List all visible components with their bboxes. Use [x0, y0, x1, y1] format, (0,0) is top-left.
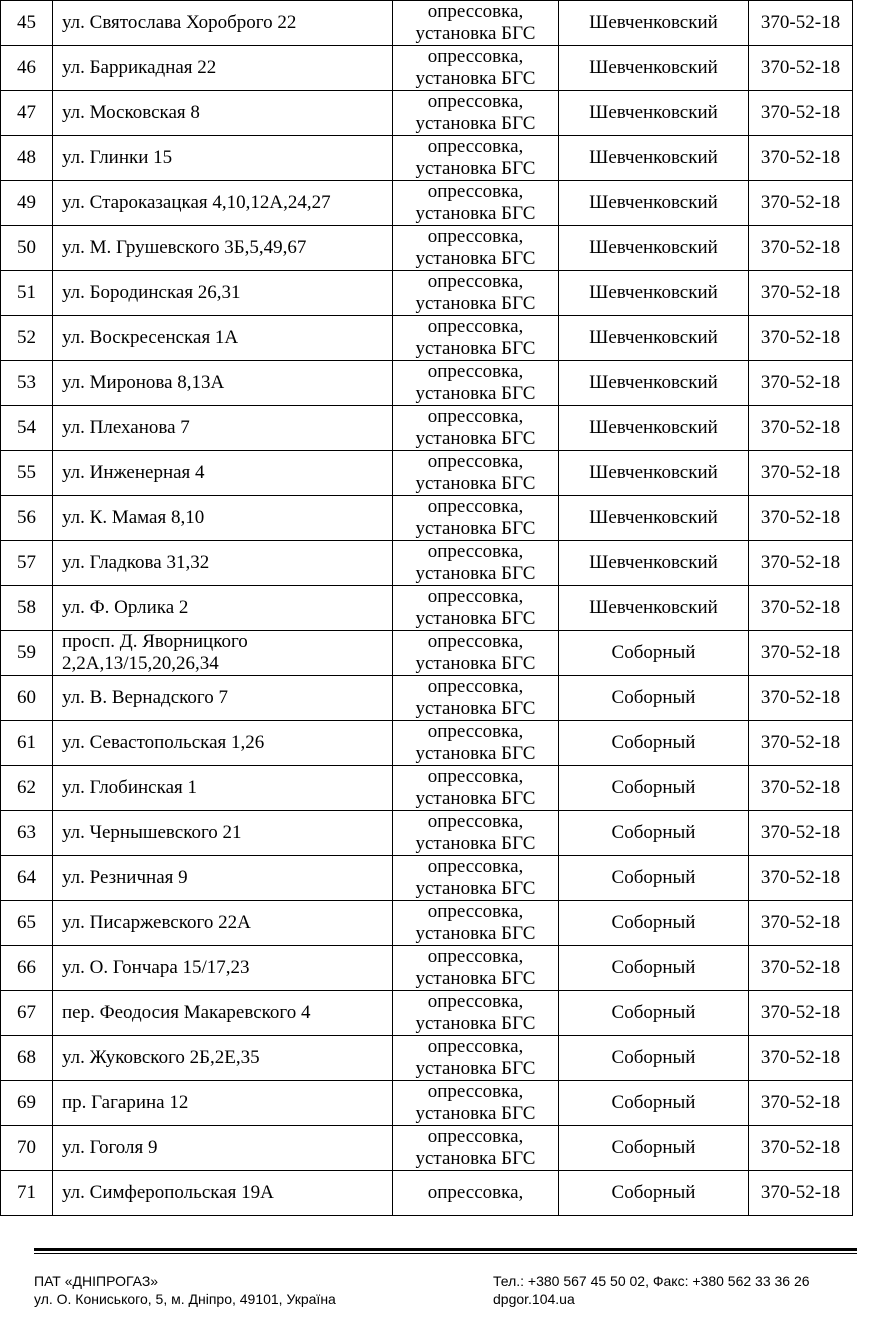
work-type-line: опрессовка,	[427, 226, 524, 247]
address-line: ул. Жуковского 2Б,2Е,35	[62, 1047, 260, 1068]
address-cell	[53, 181, 393, 226]
work-type-line: опрессовка,	[427, 496, 524, 517]
district-cell: Соборный	[559, 721, 749, 766]
phone-cell: 370-52-18	[749, 181, 853, 226]
table-row	[1, 406, 853, 451]
footer-postal-address: ул. О. Кониського, 5, м. Дніпро, 49101, Україна	[34, 1291, 336, 1307]
district-cell: Соборный	[559, 676, 749, 721]
work-type-line: установка БГС	[415, 878, 536, 899]
work-type-line: опрессовка,	[427, 721, 524, 742]
work-type-line: установка БГС	[415, 518, 536, 539]
address-cell	[53, 586, 393, 631]
row-number-cell: 49	[1, 181, 53, 226]
work-type-cell	[393, 1081, 559, 1126]
row-number-cell: 51	[1, 271, 53, 316]
phone-cell: 370-52-18	[749, 946, 853, 991]
district-cell: Шевченковский	[559, 586, 749, 631]
table-row	[1, 1081, 853, 1126]
work-type-cell	[393, 856, 559, 901]
address-cell	[53, 631, 393, 676]
footer-company-name: ПАТ «ДНІПРОГАЗ»	[34, 1273, 159, 1289]
table-row	[1, 1126, 853, 1171]
work-type-line: установка БГС	[415, 113, 536, 134]
phone-cell: 370-52-18	[749, 901, 853, 946]
work-type-cell	[393, 46, 559, 91]
phone-cell: 370-52-18	[749, 451, 853, 496]
address-cell	[53, 856, 393, 901]
work-type-line: установка БГС	[415, 788, 536, 809]
table-row	[1, 586, 853, 631]
phone-cell: 370-52-18	[749, 496, 853, 541]
address-line: пер. Феодосия Макаревского 4	[62, 1002, 311, 1023]
work-type-cell	[393, 316, 559, 361]
row-number-cell: 46	[1, 46, 53, 91]
address-line: ул. Плеханова 7	[62, 417, 190, 438]
address-line: просп. Д. Яворницкого	[62, 631, 248, 652]
row-number-cell: 65	[1, 901, 53, 946]
address-line: ул. Инженерная 4	[62, 462, 205, 483]
work-type-cell	[393, 586, 559, 631]
work-type-line: установка БГС	[415, 68, 536, 89]
work-type-line: установка БГС	[415, 563, 536, 584]
table-row	[1, 811, 853, 856]
work-type-line: установка БГС	[415, 1148, 536, 1169]
work-type-line: установка БГС	[415, 203, 536, 224]
table-row	[1, 496, 853, 541]
district-cell: Соборный	[559, 811, 749, 856]
address-line: ул. Гоголя 9	[62, 1137, 158, 1158]
address-cell	[53, 361, 393, 406]
address-cell	[53, 766, 393, 811]
row-number-cell: 62	[1, 766, 53, 811]
work-type-line: опрессовка,	[427, 901, 524, 922]
address-cell	[53, 496, 393, 541]
work-type-cell	[393, 361, 559, 406]
row-number-cell: 48	[1, 136, 53, 181]
address-cell	[53, 1081, 393, 1126]
table-row	[1, 676, 853, 721]
row-number-cell: 47	[1, 91, 53, 136]
work-type-line: опрессовка,	[427, 1081, 524, 1102]
phone-cell: 370-52-18	[749, 46, 853, 91]
address-line: ул. Чернышевского 21	[62, 822, 242, 843]
address-cell	[53, 1171, 393, 1216]
phone-cell: 370-52-18	[749, 721, 853, 766]
address-cell	[53, 271, 393, 316]
table-row	[1, 136, 853, 181]
address-cell	[53, 541, 393, 586]
work-type-line: опрессовка,	[427, 271, 524, 292]
row-number-cell: 45	[1, 1, 53, 46]
work-type-line: опрессовка,	[427, 1182, 524, 1203]
address-cell	[53, 226, 393, 271]
phone-cell: 370-52-18	[749, 136, 853, 181]
row-number-cell: 68	[1, 1036, 53, 1081]
work-type-cell	[393, 406, 559, 451]
district-cell: Соборный	[559, 1036, 749, 1081]
work-type-line: установка БГС	[415, 293, 536, 314]
work-type-line: опрессовка,	[427, 766, 524, 787]
address-line: ул. В. Вернадского 7	[62, 687, 228, 708]
work-type-cell	[393, 946, 559, 991]
phone-cell: 370-52-18	[749, 811, 853, 856]
address-line: ул. Ф. Орлика 2	[62, 597, 189, 618]
footer-divider-thin	[34, 1253, 857, 1254]
work-type-line: опрессовка,	[427, 811, 524, 832]
district-cell: Соборный	[559, 766, 749, 811]
address-line: ул. Староказацкая 4,10,12А,24,27	[62, 192, 331, 213]
district-cell: Шевченковский	[559, 136, 749, 181]
district-cell: Соборный	[559, 901, 749, 946]
address-line: ул. Севастопольская 1,26	[62, 732, 265, 753]
footer-contact-block	[493, 1272, 810, 1308]
work-type-line: опрессовка,	[427, 946, 524, 967]
row-number-cell: 70	[1, 1126, 53, 1171]
work-type-cell	[393, 766, 559, 811]
table-row	[1, 766, 853, 811]
phone-cell: 370-52-18	[749, 1171, 853, 1216]
work-type-line: опрессовка,	[427, 541, 524, 562]
row-number-cell: 71	[1, 1171, 53, 1216]
phone-cell: 370-52-18	[749, 766, 853, 811]
phone-cell: 370-52-18	[749, 586, 853, 631]
work-type-line: установка БГС	[415, 338, 536, 359]
work-type-line: установка БГС	[415, 1013, 536, 1034]
phone-cell: 370-52-18	[749, 361, 853, 406]
address-line: ул. Глинки 15	[62, 147, 173, 168]
district-cell: Шевченковский	[559, 226, 749, 271]
district-cell: Шевченковский	[559, 46, 749, 91]
address-line: ул. Миронова 8,13А	[62, 372, 225, 393]
address-cell	[53, 1036, 393, 1081]
work-type-line: опрессовка,	[427, 181, 524, 202]
work-type-cell	[393, 91, 559, 136]
phone-cell: 370-52-18	[749, 91, 853, 136]
table-row	[1, 316, 853, 361]
row-number-cell: 58	[1, 586, 53, 631]
address-line: ул. Писаржевского 22А	[62, 912, 251, 933]
row-number-cell: 57	[1, 541, 53, 586]
table-body	[1, 1, 853, 1216]
phone-cell: 370-52-18	[749, 226, 853, 271]
work-type-line: опрессовка,	[427, 406, 524, 427]
address-cell	[53, 946, 393, 991]
row-number-cell: 53	[1, 361, 53, 406]
district-cell: Шевченковский	[559, 1, 749, 46]
address-line: ул. Святослава Хороброго 22	[62, 12, 297, 33]
address-cell	[53, 811, 393, 856]
district-cell: Шевченковский	[559, 451, 749, 496]
footer-company-block	[34, 1272, 336, 1308]
table-row	[1, 721, 853, 766]
phone-cell: 370-52-18	[749, 271, 853, 316]
work-type-line: опрессовка,	[427, 1126, 524, 1147]
work-type-cell	[393, 901, 559, 946]
district-cell: Шевченковский	[559, 91, 749, 136]
address-cell	[53, 136, 393, 181]
district-cell: Шевченковский	[559, 361, 749, 406]
footer-phone-fax: Тел.: +380 567 45 50 02, Факс: +380 562 33 36 26	[493, 1273, 810, 1289]
work-type-cell	[393, 631, 559, 676]
address-cell	[53, 1126, 393, 1171]
row-number-cell: 60	[1, 676, 53, 721]
work-type-line: опрессовка,	[427, 361, 524, 382]
work-type-line: установка БГС	[415, 158, 536, 179]
work-type-cell	[393, 991, 559, 1036]
phone-cell: 370-52-18	[749, 631, 853, 676]
row-number-cell: 54	[1, 406, 53, 451]
address-line: ул. Резничная 9	[62, 867, 188, 888]
table-row	[1, 361, 853, 406]
table-row	[1, 856, 853, 901]
work-type-line: опрессовка,	[427, 631, 524, 652]
row-number-cell: 64	[1, 856, 53, 901]
address-cell	[53, 451, 393, 496]
address-line: ул. Московская 8	[62, 102, 200, 123]
work-type-line: установка БГС	[415, 923, 536, 944]
work-type-cell	[393, 811, 559, 856]
table-row	[1, 271, 853, 316]
district-cell: Соборный	[559, 946, 749, 991]
address-line: ул. К. Мамая 8,10	[62, 507, 205, 528]
row-number-cell: 66	[1, 946, 53, 991]
work-type-line: опрессовка,	[427, 676, 524, 697]
work-type-cell	[393, 451, 559, 496]
table-row	[1, 91, 853, 136]
work-type-line: установка БГС	[415, 833, 536, 854]
address-line: ул. Симферопольская 19А	[62, 1182, 274, 1203]
table-row	[1, 901, 853, 946]
phone-cell: 370-52-18	[749, 406, 853, 451]
work-type-line: установка БГС	[415, 248, 536, 269]
work-type-line: опрессовка,	[427, 451, 524, 472]
address-cell	[53, 676, 393, 721]
district-cell: Шевченковский	[559, 181, 749, 226]
work-type-cell	[393, 721, 559, 766]
work-type-line: установка БГС	[415, 968, 536, 989]
work-type-cell	[393, 1171, 559, 1216]
work-type-line: опрессовка,	[427, 991, 524, 1012]
work-type-cell	[393, 181, 559, 226]
address-line: ул. Бородинская 26,31	[62, 282, 241, 303]
address-cell	[53, 901, 393, 946]
phone-cell: 370-52-18	[749, 316, 853, 361]
table-row	[1, 946, 853, 991]
work-type-cell	[393, 271, 559, 316]
work-type-line: установка БГС	[415, 473, 536, 494]
row-number-cell: 69	[1, 1081, 53, 1126]
phone-cell: 370-52-18	[749, 1, 853, 46]
table-row	[1, 181, 853, 226]
address-cell	[53, 91, 393, 136]
row-number-cell: 63	[1, 811, 53, 856]
work-type-line: опрессовка,	[427, 586, 524, 607]
address-line: ул. М. Грушевского 3Б,5,49,67	[62, 237, 307, 258]
work-type-cell	[393, 1, 559, 46]
phone-cell: 370-52-18	[749, 1126, 853, 1171]
address-line: пр. Гагарина 12	[62, 1092, 189, 1113]
work-type-line: установка БГС	[415, 608, 536, 629]
district-cell: Шевченковский	[559, 316, 749, 361]
row-number-cell: 67	[1, 991, 53, 1036]
work-type-line: установка БГС	[415, 698, 536, 719]
address-line: 2,2А,13/15,20,26,34	[62, 653, 219, 674]
district-cell: Шевченковский	[559, 541, 749, 586]
work-type-line: установка БГС	[415, 1058, 536, 1079]
district-cell: Шевченковский	[559, 496, 749, 541]
work-type-line: опрессовка,	[427, 91, 524, 112]
phone-cell: 370-52-18	[749, 1036, 853, 1081]
phone-cell: 370-52-18	[749, 856, 853, 901]
district-cell: Соборный	[559, 1171, 749, 1216]
work-type-line: установка БГС	[415, 383, 536, 404]
district-cell: Шевченковский	[559, 406, 749, 451]
phone-cell: 370-52-18	[749, 1081, 853, 1126]
address-line: ул. Глобинская 1	[62, 777, 197, 798]
work-type-line: установка БГС	[415, 1103, 536, 1124]
district-cell: Шевченковский	[559, 271, 749, 316]
district-cell: Соборный	[559, 991, 749, 1036]
table-row	[1, 991, 853, 1036]
work-type-line: опрессовка,	[427, 856, 524, 877]
footer-divider-thick	[34, 1248, 857, 1251]
work-type-line: опрессовка,	[427, 1036, 524, 1057]
address-line: ул. Баррикадная 22	[62, 57, 217, 78]
work-type-line: установка БГС	[415, 653, 536, 674]
row-number-cell: 50	[1, 226, 53, 271]
table-row	[1, 1036, 853, 1081]
district-cell: Соборный	[559, 1081, 749, 1126]
table-row	[1, 1171, 853, 1216]
work-type-line: установка БГС	[415, 428, 536, 449]
work-type-cell	[393, 541, 559, 586]
district-cell: Соборный	[559, 631, 749, 676]
table-row	[1, 631, 853, 676]
work-type-line: опрессовка,	[427, 1, 524, 22]
work-type-line: опрессовка,	[427, 46, 524, 67]
row-number-cell: 61	[1, 721, 53, 766]
address-line: ул. Гладкова 31,32	[62, 552, 210, 573]
address-cell	[53, 991, 393, 1036]
work-type-cell	[393, 136, 559, 181]
address-cell	[53, 721, 393, 766]
work-type-cell	[393, 496, 559, 541]
table-row	[1, 1, 853, 46]
address-cell	[53, 316, 393, 361]
district-cell: Соборный	[559, 856, 749, 901]
work-type-cell	[393, 1126, 559, 1171]
work-type-line: опрессовка,	[427, 316, 524, 337]
address-cell	[53, 406, 393, 451]
address-line: ул. Воскресенская 1А	[62, 327, 239, 348]
table-row	[1, 541, 853, 586]
footer-website: dpgor.104.ua	[493, 1291, 575, 1307]
row-number-cell: 52	[1, 316, 53, 361]
address-cell	[53, 1, 393, 46]
work-type-line: установка БГС	[415, 743, 536, 764]
row-number-cell: 59	[1, 631, 53, 676]
work-type-cell	[393, 1036, 559, 1081]
work-type-line: установка БГС	[415, 23, 536, 44]
work-type-line: опрессовка,	[427, 136, 524, 157]
table-row	[1, 46, 853, 91]
phone-cell: 370-52-18	[749, 541, 853, 586]
address-cell	[53, 46, 393, 91]
work-type-cell	[393, 676, 559, 721]
phone-cell: 370-52-18	[749, 676, 853, 721]
row-number-cell: 55	[1, 451, 53, 496]
address-line: ул. О. Гончара 15/17,23	[62, 957, 250, 978]
work-type-cell	[393, 226, 559, 271]
phone-cell: 370-52-18	[749, 991, 853, 1036]
table-row	[1, 226, 853, 271]
row-number-cell: 56	[1, 496, 53, 541]
table-row	[1, 451, 853, 496]
district-cell: Соборный	[559, 1126, 749, 1171]
